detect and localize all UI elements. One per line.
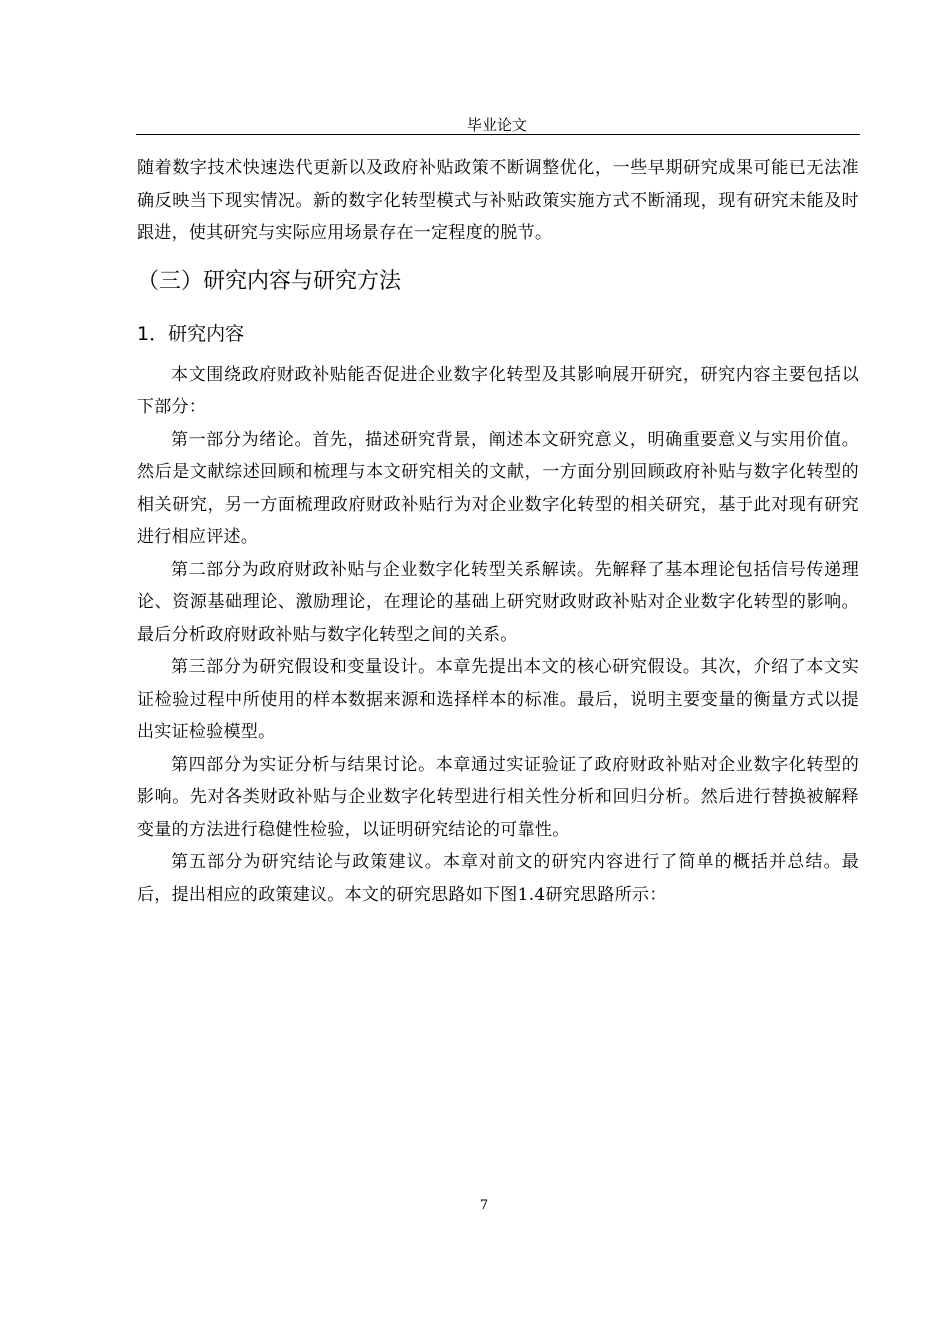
body-paragraph-part-five: 第五部分为研究结论与政策建议。本章对前文的研究内容进行了简单的概括并总结。最后，提出相应的政策建议。本文的研究思路如下图1.4研究思路所示： (137, 852, 859, 905)
header-divider (136, 134, 860, 135)
body-paragraph-part-four: 第四部分为实证分析与结果讨论。本章通过实证验证了政府财政补贴对企业数字化转型的影响。先对各类财政补贴与企业数字化转型进行相关性分析和回归分析。然后进行替换被解释变量的方法进行稳健性检验，以证明研究结论的可靠性。 (137, 754, 859, 840)
page-number: 7 (479, 1198, 489, 1213)
subsection-heading: 1．研究内容 (137, 322, 245, 345)
running-header-title: 毕业论文 (466, 116, 527, 134)
body-paragraph-part-three: 第三部分为研究假设和变量设计。本章先提出本文的核心研究假设。其次，介绍了本文实证检验过程中所使用的样本数据来源和选择样本的标准。最后，说明主要变量的衡量方式以提出实证检验模型。 (137, 657, 859, 742)
body-paragraph-part-two: 第二部分为政府财政补贴与企业数字化转型关系解读。先解释了基本理论包括信号传递理论、资源基础理论、激励理论，在理论的基础上研究财政财政补贴对企业数字化转型的影响。最后分析政府财政补贴与数字化转型之间的关系。 (137, 559, 859, 645)
body-paragraph-overview: 本文围绕政府财政补贴能否促进企业数字化转型及其影响展开研究，研究内容主要包括以下部分： (137, 364, 859, 417)
section-heading: （三）研究内容与研究方法 (137, 268, 402, 294)
body-paragraph-part-one: 第一部分为绪论。首先，描述研究背景，阐述本文研究意义，明确重要意义与实用价值。然后是文献综述回顾和梳理与本文研究相关的文献，一方面分别回顾政府补贴与数字化转型的相关研究，另一方面梳理政府财政补贴行为对企业数字化转型的相关研究，基于此对现有研究进行相应评述。 (137, 429, 859, 547)
page-body (137, 152, 859, 911)
intro-paragraph: 随着数字技术快速迭代更新以及政府补贴政策不断调整优化，一些早期研究成果可能已无法准确反映当下现实情况。新的数字化转型模式与补贴政策实施方式不断涌现，现有研究未能及时跟进，使其研究与实际应用场景存在一定程度的脱节。 (137, 158, 859, 243)
